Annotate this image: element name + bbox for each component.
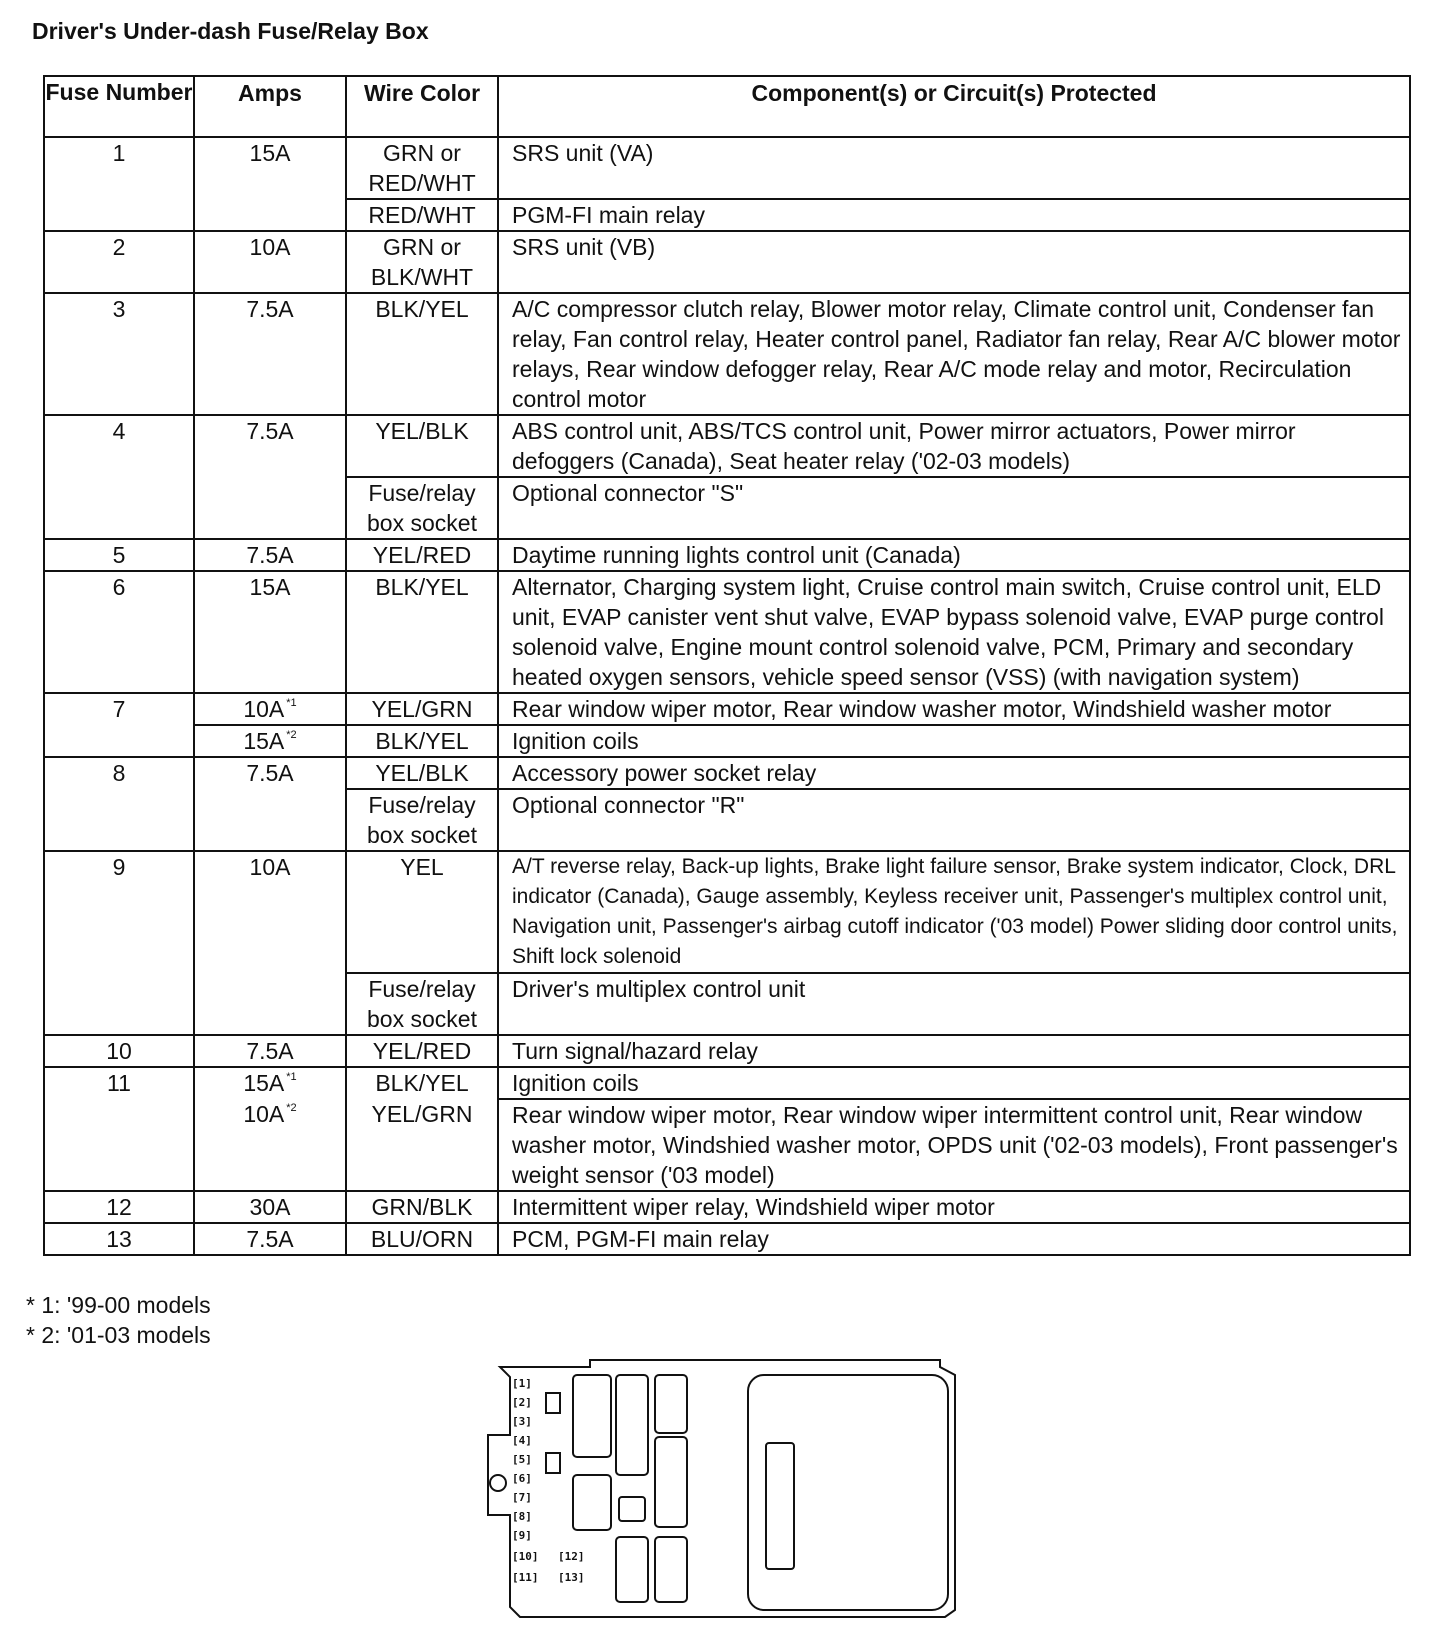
relay-compartment	[748, 1375, 948, 1610]
fuse-box-diagram	[480, 1355, 970, 1635]
components-protected: Alternator, Charging system light, Cruise control main switch, Cruise control unit, ELD unit, EVAP canister vent shut valve, EVAP bypass solenoid valve, EVAP purge control solenoid valve, Engine mount control solenoid valve, PCM, Primary and secondary heated oxygen sensors, vehicle speed sensor (VSS) (with navigation system)	[498, 571, 1410, 693]
fuse-amps	[194, 1099, 346, 1191]
relay-socket-a	[573, 1375, 611, 1457]
table-row	[44, 477, 1410, 539]
wire-color: GRN or BLK/WHT	[346, 231, 498, 293]
fuse-amps: 10A	[194, 231, 346, 293]
footnotes	[26, 1290, 211, 1350]
components-protected: ABS control unit, ABS/TCS control unit, Power mirror actuators, Power mirror defoggers (Canada), Seat heater relay ('02-03 models)	[498, 415, 1410, 477]
fuse-amps: 7.5A	[194, 1223, 346, 1255]
footnote-marker: *2	[286, 729, 297, 741]
footnote-marker: *1	[286, 697, 297, 709]
relay-window	[766, 1443, 794, 1569]
slot-label: [12]	[558, 1550, 585, 1563]
components-protected: Driver's multiplex control unit	[498, 973, 1410, 1035]
components-protected: Daytime running lights control unit (Canada)	[498, 539, 1410, 571]
fuse-number: 3	[44, 293, 194, 415]
slot-label: [5]	[512, 1453, 532, 1466]
wire-color: BLK/YEL	[346, 1067, 498, 1099]
header-amps: Amps	[194, 76, 346, 137]
fuse-number: 5	[44, 539, 194, 571]
amps-value: 10A	[243, 696, 285, 722]
fuse-amps	[194, 973, 346, 1035]
slot-label: [4]	[512, 1434, 532, 1447]
footnote-2: * 2: '01-03 models	[26, 1322, 211, 1348]
fuse-number: 10	[44, 1035, 194, 1067]
wire-color: Fuse/relay box socket	[346, 789, 498, 851]
fuse-number	[44, 973, 194, 1035]
fuse-number: 8	[44, 757, 194, 789]
footnote-marker: *2	[286, 1102, 297, 1114]
wire-color: YEL/RED	[346, 539, 498, 571]
wire-color: YEL	[346, 851, 498, 973]
table-row	[44, 293, 1410, 415]
fuse-amps	[194, 477, 346, 539]
fuse-amps: 30A	[194, 1191, 346, 1223]
table-row	[44, 725, 1410, 757]
fuse-amps: 15A	[194, 137, 346, 199]
footnote-marker: *1	[286, 1071, 297, 1083]
relay-socket-h	[655, 1537, 687, 1602]
fuse-number: 6	[44, 571, 194, 693]
components-protected: A/C compressor clutch relay, Blower motor relay, Climate control unit, Condenser fan relay, Fan control relay, Heater control panel, Radiator fan relay, Rear A/C blower motor relays, Rear window defogger relay, Rear A/C mode relay and motor, Recirculation control motor	[498, 293, 1410, 415]
components-protected: PGM-FI main relay	[498, 199, 1410, 231]
slot-label: [7]	[512, 1491, 532, 1504]
fuse-number: 4	[44, 415, 194, 477]
fuse-number: 1	[44, 137, 194, 199]
header-fuse-number: Fuse Number	[44, 76, 194, 137]
wire-color: RED/WHT	[346, 199, 498, 231]
table-row	[44, 851, 1410, 973]
components-protected: Intermittent wiper relay, Windshield wiper motor	[498, 1191, 1410, 1223]
slot-label: [3]	[512, 1415, 532, 1428]
wire-color: Fuse/relay box socket	[346, 973, 498, 1035]
mounting-hole	[490, 1475, 506, 1491]
relay-socket-g	[616, 1537, 648, 1602]
slot-label: [10]	[512, 1550, 539, 1563]
table-row	[44, 571, 1410, 693]
slot-5-box	[546, 1453, 560, 1473]
amps-value: 15A	[243, 1070, 285, 1096]
table-row	[44, 137, 1410, 199]
fuse-number: 13	[44, 1223, 194, 1255]
wire-color: BLK/YEL	[346, 293, 498, 415]
page-title: Driver's Under-dash Fuse/Relay Box	[32, 18, 429, 44]
wire-color: BLK/YEL	[346, 725, 498, 757]
table-row	[44, 415, 1410, 477]
footnote-1: * 1: '99-00 models	[26, 1292, 211, 1318]
fuse-number: 11	[44, 1067, 194, 1099]
fuse-number: 2	[44, 231, 194, 293]
slot-label: [11]	[512, 1571, 539, 1584]
wire-color: BLK/YEL	[346, 571, 498, 693]
components-protected: Accessory power socket relay	[498, 757, 1410, 789]
fuse-amps	[194, 789, 346, 851]
components-protected: Rear window wiper motor, Rear window wiper intermittent control unit, Rear window washer motor, Windshied washer motor, OPDS unit ('02-03 models), Front passenger's weight sensor ('03 model)	[498, 1099, 1410, 1191]
components-protected: PCM, PGM-FI main relay	[498, 1223, 1410, 1255]
table-header-row	[44, 76, 1410, 137]
table-row	[44, 1191, 1410, 1223]
fuse-number	[44, 199, 194, 231]
fuse-amps: 7.5A	[194, 293, 346, 415]
header-wire-color: Wire Color	[346, 76, 498, 137]
wire-color: BLU/ORN	[346, 1223, 498, 1255]
fuse-amps: 7.5A	[194, 539, 346, 571]
relay-socket-f	[619, 1497, 645, 1521]
slot-label: [6]	[512, 1472, 532, 1485]
table-row	[44, 1035, 1410, 1067]
fuse-number	[44, 725, 194, 757]
table-row	[44, 973, 1410, 1035]
fuse-amps	[194, 725, 346, 757]
slot-label: [9]	[512, 1529, 532, 1542]
components-protected: SRS unit (VA)	[498, 137, 1410, 199]
wire-color: Fuse/relay box socket	[346, 477, 498, 539]
wire-color: YEL/BLK	[346, 415, 498, 477]
wire-color: GRN/BLK	[346, 1191, 498, 1223]
table-row	[44, 1099, 1410, 1191]
fuse-number	[44, 789, 194, 851]
fuse-amps: 7.5A	[194, 757, 346, 789]
header-components: Component(s) or Circuit(s) Protected	[498, 76, 1410, 137]
table-row	[44, 757, 1410, 789]
components-protected: A/T reverse relay, Back-up lights, Brake light failure sensor, Brake system indicator, Clock, DRL indicator (Canada), Gauge assembly, Keyless receiver unit, Passenger's multiplex control unit, Navigation unit, Passenger's airbag cutoff indicator ('03 model) Power sliding door control units, Shift lock solenoid	[498, 851, 1410, 973]
relay-socket-d	[655, 1437, 687, 1527]
components-protected: Optional connector "R"	[498, 789, 1410, 851]
slot-2-box	[546, 1393, 560, 1413]
fuse-number: 12	[44, 1191, 194, 1223]
components-protected: Ignition coils	[498, 725, 1410, 757]
fuse-amps: 7.5A	[194, 1035, 346, 1067]
relay-socket-b	[616, 1375, 648, 1475]
wire-color: YEL/BLK	[346, 757, 498, 789]
table-row	[44, 199, 1410, 231]
fuse-amps	[194, 1067, 346, 1099]
amps-value: 10A	[243, 1101, 285, 1127]
table-row	[44, 231, 1410, 293]
components-protected: Ignition coils	[498, 1067, 1410, 1099]
table-row	[44, 1223, 1410, 1255]
fuse-number: 9	[44, 851, 194, 973]
fuse-number	[44, 1099, 194, 1191]
relay-socket-c	[655, 1375, 687, 1433]
table-row	[44, 789, 1410, 851]
fuse-amps	[194, 693, 346, 725]
components-protected: Turn signal/hazard relay	[498, 1035, 1410, 1067]
slot-label: [2]	[512, 1396, 532, 1409]
fuse-number	[44, 477, 194, 539]
slot-label: [1]	[512, 1377, 532, 1390]
components-protected: Rear window wiper motor, Rear window washer motor, Windshield washer motor	[498, 693, 1410, 725]
wire-color: YEL/GRN	[346, 1099, 498, 1191]
slot-label: [13]	[558, 1571, 585, 1584]
fuse-table	[43, 75, 1411, 1256]
components-protected: Optional connector "S"	[498, 477, 1410, 539]
wire-color: GRN or RED/WHT	[346, 137, 498, 199]
table-row	[44, 693, 1410, 725]
amps-value: 15A	[243, 728, 285, 754]
wire-color: YEL/GRN	[346, 693, 498, 725]
components-protected: SRS unit (VB)	[498, 231, 1410, 293]
fuse-amps	[194, 199, 346, 231]
slot-label: [8]	[512, 1510, 532, 1523]
fuse-amps: 7.5A	[194, 415, 346, 477]
wire-color: YEL/RED	[346, 1035, 498, 1067]
fuse-amps: 10A	[194, 851, 346, 973]
fuse-amps: 15A	[194, 571, 346, 693]
fuse-number: 7	[44, 693, 194, 725]
table-row	[44, 1067, 1410, 1099]
table-row	[44, 539, 1410, 571]
relay-socket-e	[573, 1475, 611, 1530]
